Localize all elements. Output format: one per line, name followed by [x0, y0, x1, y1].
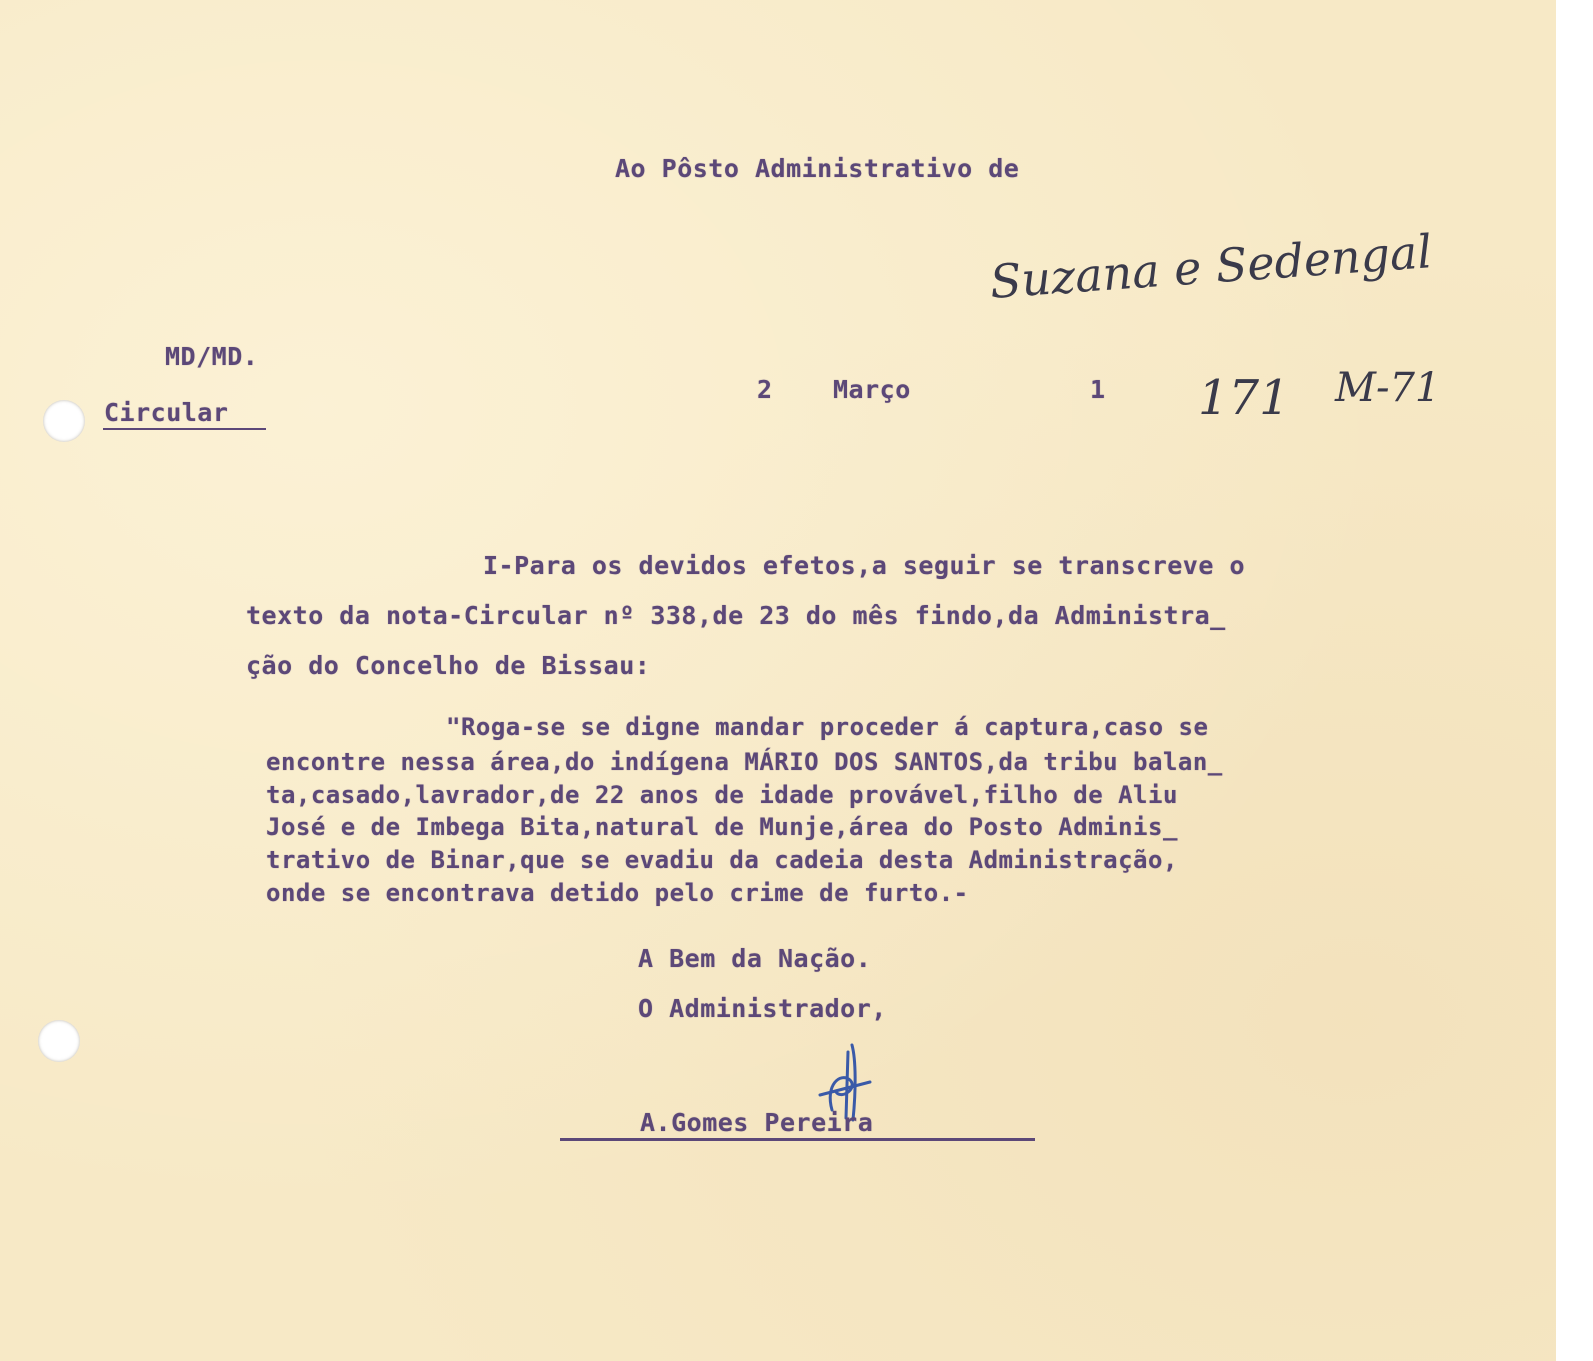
reference-code: MD/MD. [165, 342, 259, 371]
quote-line-1: "Roga-se se digne mandar proceder á captura,caso se [446, 713, 1209, 741]
quote-line-6: onde se encontrava detido pelo crime de furto.- [266, 879, 969, 907]
intro-line-2: texto da nota-Circular nº 338,de 23 do mês findo,da Administra_ [246, 601, 1226, 630]
document-type: Circular [104, 398, 229, 427]
quote-line-2: encontre nessa área,do indígena MÁRIO DOS SANTOS,da tribu balan_ [266, 748, 1223, 776]
intro-line-1: I-Para os devidos efetos,a seguir se transcreve o [483, 551, 1246, 580]
date-number-handwritten: 171 [1198, 370, 1290, 426]
date-month: Março [833, 375, 911, 404]
signatory-name: A.Gomes Pereira [640, 1108, 874, 1137]
intro-line-3: ção do Concelho de Bissau: [246, 651, 651, 680]
quote-line-3: ta,casado,lavrador,de 22 anos de idade provável,filho de Aliu [266, 781, 1178, 809]
date-year-typed: 1 [1090, 375, 1106, 404]
signature-line [560, 1138, 1035, 1141]
date-initials-handwritten: M-71 [1335, 365, 1441, 411]
closing-salutation: A Bem da Nação. [638, 944, 872, 973]
addressee-handwritten: Suzana e Sedengal [988, 224, 1434, 309]
closing-title: O Administrador, [638, 994, 887, 1023]
quote-line-4: José e de Imbega Bita,natural de Munje,área do Posto Adminis_ [266, 813, 1178, 841]
addressee-line: Ao Pôsto Administrativo de [615, 154, 1020, 183]
date-day: 2 [757, 375, 773, 404]
quote-line-5: trativo de Binar,que se evadiu da cadeia desta Administração, [266, 846, 1178, 874]
